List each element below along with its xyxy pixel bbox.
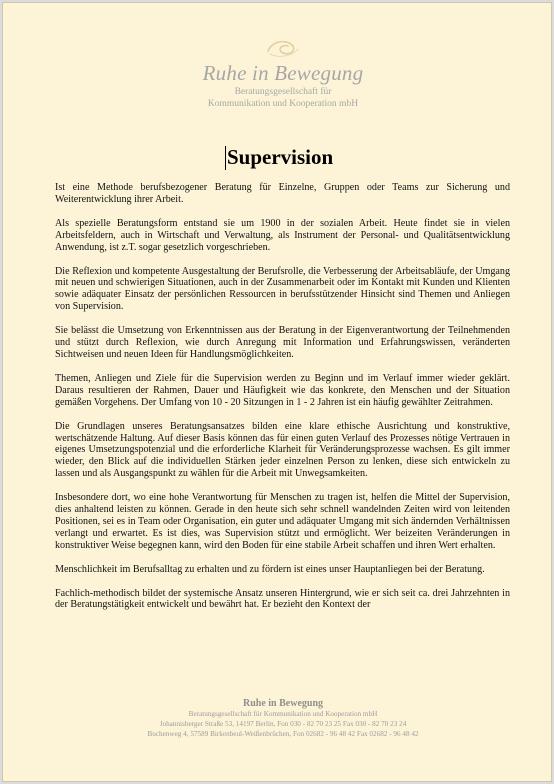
footer-line-2: Johannisberger Straße 53, 14197 Berlin, Fon 030 - 82 70 23 25 Fax 030 - 82 70 23 24 [159,720,407,728]
body-paragraph-8: Menschlichkeit im Berufsalltag zu erhalten und zu fördern ist eines unser Hauptanliegen bei der Beratung. [55,563,485,575]
footer-line-1: Beratungsgesellschaft für Kommunikation und Kooperation mbH [188,710,378,718]
body-paragraph-6: Die Grundlagen unseres Beratungsansatzes bilden eine klare ethische Ausrichtung und konstruktive, wertschätzende Haltung. Auf dieser Basis können das für einen guten Verlauf des Prozesses nötige Vertrauen in eigenes Umsetzungspotenzial und die erforderliche Klarheit für Veränderungsprozesse wachsen. Es gilt immer wieder, den Blick auf die individuellen Stärken jeder einzelnen Person zu lenken, diese sich entwickeln zu lassen und als Ausgangspunkt zu wählen für die Arbeit mit Unwegsamkeiten. [55,420,510,480]
body-paragraph-7: Insbesondere dort, wo eine hohe Verantwortung für Menschen zu tragen ist, helfen die Mittel der Supervision, dies anhaltend leisten zu können. Gerade in den heute sich sehr schnell wandelnden Zeiten wird von leitenden Positionen, sei es in Team oder Organisation, ein guter und adäquater Umgang mit sich ändernden Verhältnissen verlangt und erwartet. Es ist dies, was Supervision stützt und ermöglicht. Wer beizeiten Veränderungen in konstruktiver Weise begegnen kann, wird den Boden für eine stabile Arbeit schaffen und ihren Wert erhalten. [55,492,510,551]
document-title[interactable]: Supervision [227,145,334,169]
footer-line-3: Buchenweg 4, 57589 Birkenbeul-Weißenbrüchen, Fon 02682 - 96 48 42 Fax 02682 - 96 48 42 [147,730,419,738]
page-footer [63,698,503,739]
body-paragraph-4: Sie belässt die Umsetzung von Erkenntnissen aus der Beratung in der Eigenverantwortung der Teilnehmenden und stützt durch Reflexion, wie durch Anregung mit Information und Erfahrungswissen, veränderten Sichtweisen und neuen Ideen für Handlungsmöglichkeiten. [55,325,510,360]
body-paragraph-5: Themen, Anliegen und Ziele für die Supervision werden zu Beginn und im Verlauf immer wieder geklärt. Daraus resultieren der Rahmen, Dauer und Häufigkeit wie das konkrete, den Menschen und der Situation gemäßen Vorgehens. Der Umfang von 10 - 20 Sitzungen in 1 - 2 Jahren ist ein häufig gewählter Zeitrahmen. [55,372,510,408]
document-body[interactable] [55,182,510,623]
body-paragraph-3: Die Reflexion und kompetente Ausgestaltung der Berufsrolle, die Verbesserung der Arbeitsabläufe, der Umgang mit neuen und schwierigen Situationen, auch in der Zusammenarbeit oder im Kontakt mit Kunden und Klienten sowie adäquater Einsatz der persönlichen Ressourcen in berufsstützender Hinsicht sind Themen und Anliegen von Supervision. [55,265,510,313]
footer-title: Ruhe in Bewegung [242,698,323,709]
text-cursor [225,146,226,170]
logo-subtitle-line2: Kommunikation und Kooperation mbH [207,99,359,109]
logo-subtitle-line1: Beratungsgesellschaft für [234,87,332,97]
swirl-logo-icon [264,37,302,59]
logo-title: Ruhe in Bewegung [202,61,364,85]
body-paragraph-9: Fachlich-methodisch bildet der systemische Ansatz unseren Hintergrund, wie er sich seit ca. drei Jahrzehnten in der Beratungstätigkeit entwickelt und bewährt hat. Er bezieht den Kontext der [55,587,510,611]
body-paragraph-1: Ist eine Methode berufsbezogener Beratung für Einzelne, Gruppen oder Teams zur Sicherung und Weiterentwicklung ihrer Arbeit. [55,182,510,205]
body-paragraph-2: Als spezielle Beratungsform entstand sie um 1900 in der sozialen Arbeit. Heute findet sie in vielen Arbeitsfeldern, auch in Wirtschaft und Verwaltung, als Instrument der Personal- und Qualitätsentwicklung Anwendung, ist z.T. sogar gesetzlich vorgeschrieben. [55,217,510,253]
company-logo [173,37,393,109]
document-page [2,2,552,782]
